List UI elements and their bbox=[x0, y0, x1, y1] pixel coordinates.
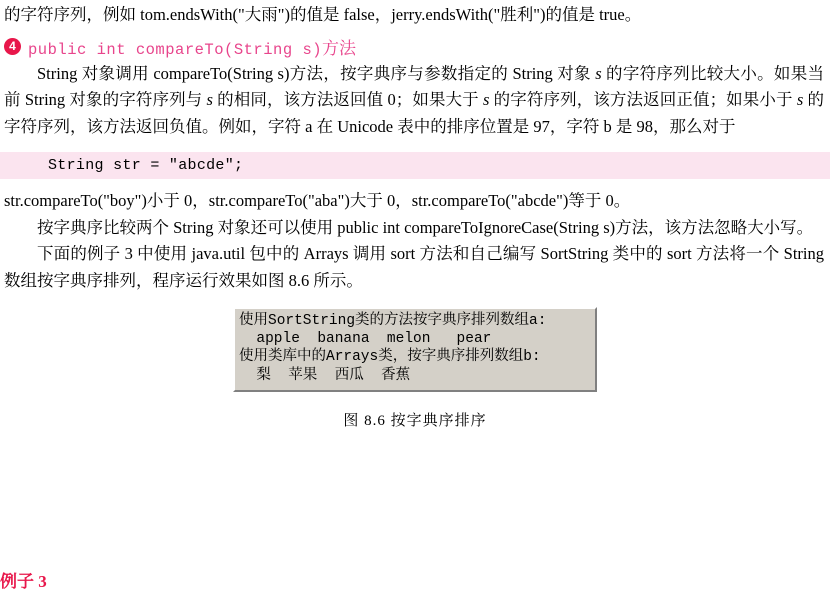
var-s-1: s bbox=[595, 63, 602, 83]
console-line-1: 使用SortString类的方法按字典序排列数组a: bbox=[239, 312, 547, 329]
var-s-4: s bbox=[796, 90, 804, 110]
paragraph-compareto-description bbox=[0, 61, 830, 141]
section-heading-compareto bbox=[0, 34, 830, 59]
text-end: 的字符序列，该方法返回负值。例如，字符 a 在 Unicode 表中的排序位置是 97，字符 b 是 98，那么对于 bbox=[4, 90, 825, 137]
console-window bbox=[233, 307, 597, 392]
code-block-string-str: String str = "abcde"; bbox=[0, 152, 830, 179]
console-line-3: 使用类库中的Arrays类，按字典序排列数组b: bbox=[239, 349, 541, 366]
text-mid3: 的字符序列，该方法返回正值；如果小于 bbox=[489, 90, 797, 110]
circled-number-icon: 4 bbox=[4, 38, 21, 55]
console-line-2: apple banana melon pear bbox=[239, 331, 492, 348]
var-s-2: s bbox=[206, 90, 213, 110]
paragraph-example-intro: 下面的例子 3 中使用 java.util 包中的 Arrays 调用 sort 方法和自己编写 SortString 类中的 sort 方法将一个 String 数组按字典序排列，程序运行效果如图 8.6 所示。 bbox=[4, 244, 824, 291]
example-label: 例子 3 bbox=[0, 572, 47, 591]
figure-caption: 图 8.6 按字典序排序 bbox=[343, 412, 487, 429]
console-line-4: 梨 苹果 西瓜 香蕉 bbox=[239, 367, 411, 384]
figure-console-output bbox=[0, 307, 830, 392]
paragraph-compareto-results: str.compareTo("boy")小于 0，str.compareTo("aba")大于 0，str.compareTo("abcde")等于 0。 bbox=[4, 190, 631, 210]
paragraph-endswith: 的字符序列，例如 tom.endsWith("大雨")的值是 false，jerry.endsWith("胜利")的值是 true。 bbox=[4, 5, 642, 24]
text-mid1: 的字符序列比较大小。如果当前 String 对象的字符序列与 bbox=[4, 63, 825, 110]
section-heading-text bbox=[28, 34, 356, 59]
text-mid2: 的相同，该方法返回值 0；如果大于 bbox=[212, 90, 484, 110]
document-page bbox=[0, 2, 830, 599]
var-s-3: s bbox=[483, 90, 490, 110]
text-pre: String 对象调用 compareTo(String s)方法，按字典序与参数指定的 String 对象 bbox=[37, 63, 596, 83]
section-heading-signature: public int compareTo(String s) bbox=[28, 40, 323, 59]
paragraph-comparetoignorecase: 按字典序比较两个 String 对象还可以使用 public int compareToIgnoreCase(String s)方法，该方法忽略大小写。 bbox=[37, 217, 814, 237]
section-heading-suffix: 方法 bbox=[322, 38, 357, 58]
